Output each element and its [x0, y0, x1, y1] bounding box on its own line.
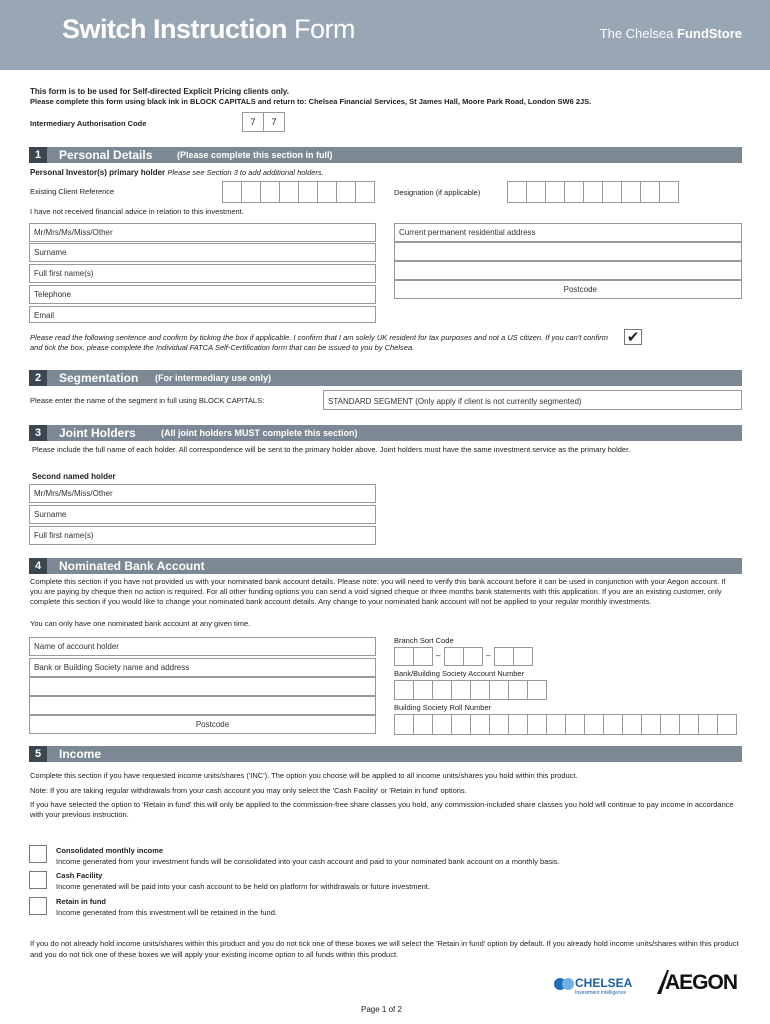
option-desc: Income generated will be paid into your cash account to be held on platform for withdrawals or future investment. — [56, 882, 430, 891]
sort-code-boxes-2[interactable] — [444, 647, 482, 666]
sort-code-boxes-3[interactable] — [494, 647, 532, 666]
designation-label: Designation (if applicable) — [394, 188, 481, 197]
form-header — [0, 0, 770, 70]
sort-dash: – — [436, 651, 441, 660]
page-number: Page 1 of 2 — [361, 1005, 402, 1014]
option-title: Consolidated monthly income — [56, 846, 164, 855]
auth-code-digit[interactable]: 7 — [263, 112, 285, 132]
joint-title-field[interactable]: Mr/Mrs/Ms/Miss/Other — [29, 484, 376, 503]
bank-address-line-2[interactable] — [29, 677, 376, 696]
bank-account-text: Complete this section if you have not provided us with your nominated bank account details. Please note: you will need to verify this bank account before it can be used in conjunction with your Aegon account. If you are paying by cheque then no action is required. For all other funding options you can send a void signed cheque or three months bank statements with this application. If you are an existing customer, only complete this section if you would like to change your nominated bank account details. Any change to your nominated bank account will not be applied to your regular monthly investments. — [30, 577, 726, 606]
option-title: Cash Facility — [56, 871, 103, 880]
bank-address-line-3[interactable] — [29, 696, 376, 715]
brand-name: The Chelsea FundStore — [599, 26, 742, 41]
account-number-boxes[interactable] — [394, 680, 546, 700]
title-field[interactable]: Mr/Mrs/Ms/Miss/Other — [29, 223, 376, 242]
chelsea-logo-text: CHELSEA — [575, 976, 633, 990]
first-names-field[interactable]: Full first name(s) — [29, 264, 376, 283]
section-title: Joint Holders — [59, 426, 136, 440]
sort-code-boxes-1[interactable] — [394, 647, 432, 666]
section-title: Segmentation — [59, 371, 139, 385]
fatca-tick-checkbox[interactable]: ✔ — [624, 329, 642, 345]
section-subtitle: (Please complete this section in full) — [177, 150, 333, 160]
section-title: Income — [59, 747, 102, 761]
retain-in-fund-checkbox[interactable] — [29, 897, 47, 915]
joint-first-names-field[interactable]: Full first name(s) — [29, 526, 376, 545]
segment-label: Please enter the name of the segment in full using BLOCK CAPITALS: — [30, 396, 265, 405]
surname-field[interactable]: Surname — [29, 243, 376, 262]
section-4-header — [29, 558, 742, 574]
joint-surname-field[interactable]: Surname — [29, 505, 376, 524]
income-para-3: If you have selected the option to 'Retain in fund' this will only be applied to the commission-free share classes you hold, any commission-included share classes you hold will continue to pay income in accordance with your previous instruction. — [30, 800, 734, 819]
second-holder-heading: Second named holder — [32, 472, 116, 481]
client-ref-boxes[interactable] — [222, 181, 374, 203]
section-number: 4 — [29, 558, 47, 574]
fatca-statement: Please read the following sentence and confirm by ticking the box if applicable. I confirm that I am solely UK resident for tax purposes and not a US citizen. If you can't confirm and tick the box, please complete the Individual FATCA Self-Certification form that can be issued to you by Chelsea. — [30, 333, 608, 352]
intro-line2: Please complete this form using black ink in BLOCK CAPITALS and return to: Chelsea Financial Services, St James Hall, Moore Park Road, London SW6 2JS. — [30, 97, 592, 106]
bank-account-text2: You can only have one nominated bank account at any given time. — [30, 619, 251, 628]
roll-number-boxes[interactable] — [394, 714, 736, 735]
telephone-field[interactable]: Telephone — [29, 285, 376, 304]
email-field[interactable]: Email — [29, 306, 376, 323]
section-5-header — [29, 746, 742, 762]
section-2-header — [29, 370, 742, 386]
section-3-header — [29, 425, 742, 441]
aegon-logo — [655, 970, 745, 996]
bank-postcode-field[interactable]: Postcode — [29, 715, 376, 734]
section-subtitle: (All joint holders MUST complete this section) — [161, 428, 358, 438]
auth-code-boxes[interactable] — [242, 112, 284, 132]
chelsea-logo-icon — [553, 977, 575, 991]
auth-code-digit[interactable]: 7 — [242, 112, 264, 132]
section-number: 5 — [29, 746, 47, 762]
aegon-logo-text: AEGON — [665, 971, 738, 994]
roll-number-label: Building Society Roll Number — [394, 703, 492, 712]
section-number: 3 — [29, 425, 47, 441]
section-title: Personal Details — [59, 148, 153, 162]
section-1-header — [29, 147, 742, 163]
section-title: Nominated Bank Account — [59, 559, 205, 573]
section-subtitle: (For intermediary use only) — [155, 373, 272, 383]
sort-code-label: Branch Sort Code — [394, 636, 454, 645]
option-desc: Income generated from this investment will be retained in the fund. — [56, 908, 277, 917]
bank-name-field[interactable]: Bank or Building Society name and address — [29, 658, 376, 677]
segment-field[interactable]: STANDARD SEGMENT (Only apply if client is not currently segmented) — [323, 390, 742, 410]
account-number-label: Bank/Building Society Account Number — [394, 669, 525, 678]
chelsea-logo-subtext: Investment Intelligence — [575, 990, 627, 996]
designation-boxes[interactable] — [507, 181, 678, 203]
income-para-2: Note: If you are taking regular withdrawals from your cash account you may only select the 'Cash Facility' or 'Retain in fund' options. — [30, 786, 467, 795]
primary-holder-heading: Personal Investor(s) primary holder Please see Section 3 to add additional holders. — [30, 168, 324, 177]
sort-dash: – — [486, 651, 491, 660]
account-holder-field[interactable]: Name of account holder — [29, 637, 376, 656]
chelsea-logo — [553, 975, 643, 997]
income-para-1: Complete this section if you have requested income units/shares ('INC'). The option you choose will be applied to all income units/shares you hold within this product. — [30, 771, 578, 780]
income-footer-note: If you do not already hold income units/shares within this product and you do not tick one of these boxes we will select the 'Retain in fund' option by default. If you already hold income units/shares within this product and you do not tick one of these boxes we will apply your existing income option to all funds within this product. — [30, 939, 739, 959]
section-number: 1 — [29, 147, 47, 163]
postcode-field[interactable]: Postcode — [394, 280, 742, 299]
option-title: Retain in fund — [56, 897, 106, 906]
intro-line1: This form is to be used for Self-directed Explicit Pricing clients only. — [30, 87, 290, 96]
address-field[interactable]: Current permanent residential address — [394, 223, 742, 242]
joint-holders-note: Please include the full name of each holder. All correspondence will be sent to the primary holder above. Joint holders must have the same investment service as the primary holder. — [32, 445, 631, 454]
advice-statement: I have not received financial advice in relation to this investment. — [30, 207, 244, 216]
address-line-2[interactable] — [394, 242, 742, 261]
option-desc: Income generated from your investment funds will be consolidated into your cash account and paid to your nominated bank account on a monthly basis. — [56, 857, 560, 866]
client-ref-label: Existing Client Reference — [30, 187, 115, 196]
cash-facility-checkbox[interactable] — [29, 871, 47, 889]
form-title: Switch Instruction Form — [62, 14, 356, 44]
consolidated-income-checkbox[interactable] — [29, 845, 47, 863]
auth-code-label: Intermediary Authorisation Code — [30, 119, 147, 128]
section-number: 2 — [29, 370, 47, 386]
address-line-3[interactable] — [394, 261, 742, 280]
